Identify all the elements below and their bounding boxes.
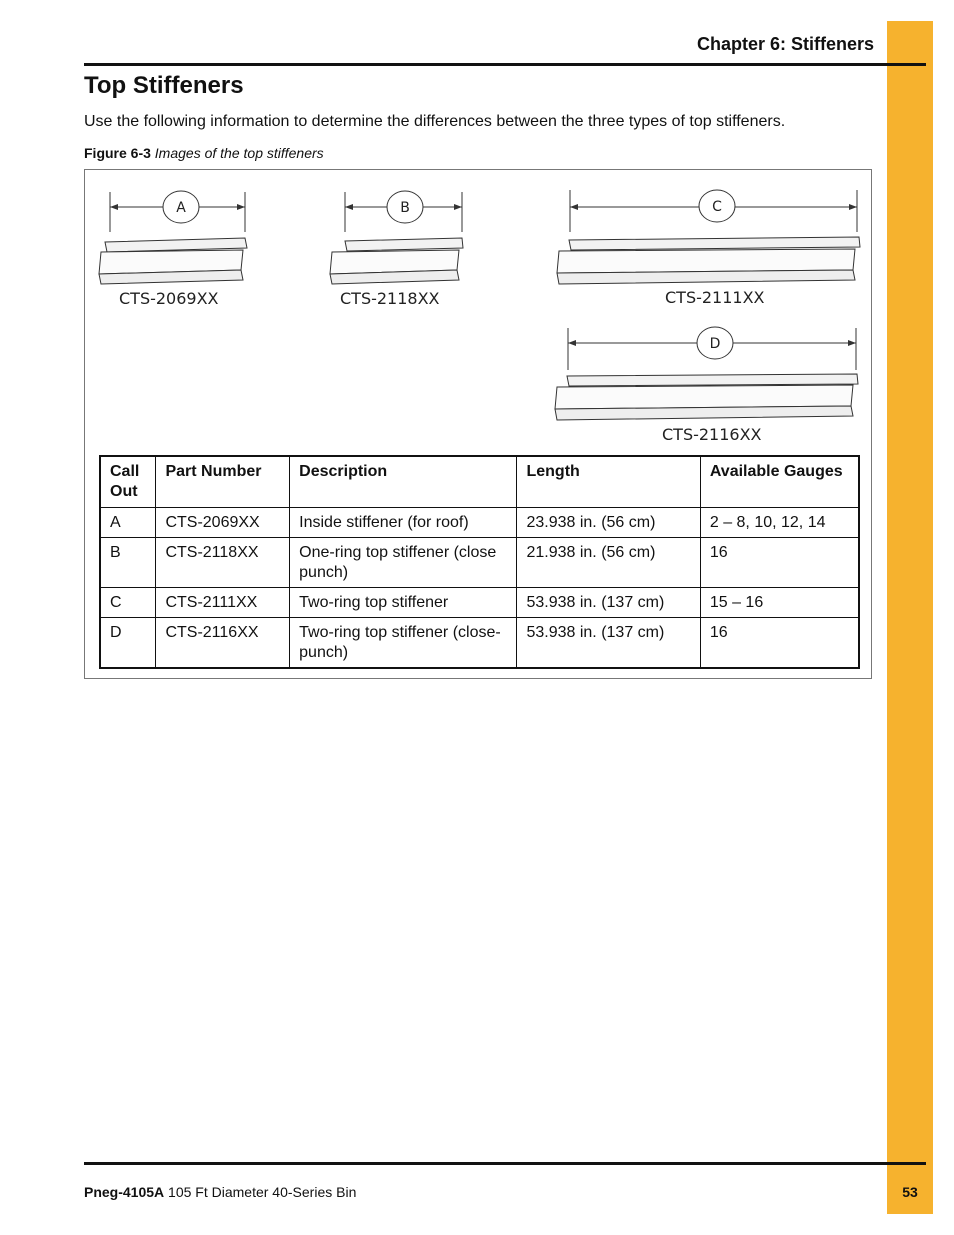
cell-callout: D: [100, 618, 156, 669]
callout-d: D: [709, 336, 721, 352]
part-label-a: CTS-2069XX: [119, 289, 219, 308]
cell-description: One-ring top stiffener (close punch): [290, 538, 517, 588]
table-header-row: [100, 456, 859, 508]
cell-length: 23.938 in. (56 cm): [517, 508, 700, 538]
cell-callout: C: [100, 588, 156, 618]
table-row: [100, 618, 859, 669]
cell-gauges: 16: [700, 618, 859, 669]
callout-b: B: [400, 200, 410, 216]
part-label-c: CTS-2111XX: [665, 288, 765, 307]
callout-c: C: [712, 199, 722, 215]
header-gauges: Available Gauges: [700, 456, 859, 508]
figure-label: Figure 6-3: [84, 145, 151, 161]
table-row: [100, 538, 859, 588]
header-callout: Call Out: [100, 456, 156, 508]
cell-gauges: 2 – 8, 10, 12, 14: [700, 508, 859, 538]
cell-length: 21.938 in. (56 cm): [517, 538, 700, 588]
footer-doc-title: 105 Ft Diameter 40-Series Bin: [168, 1184, 357, 1200]
section-title: Top Stiffeners: [84, 72, 244, 99]
figure-caption-text: Images of the top stiffeners: [154, 145, 324, 161]
cell-description: Inside stiffener (for roof): [290, 508, 517, 538]
cell-callout: B: [100, 538, 156, 588]
footer-rule: [84, 1162, 926, 1165]
cell-gauges: 16: [700, 538, 859, 588]
cell-gauges: 15 – 16: [700, 588, 859, 618]
footer-doc-info: [84, 1184, 356, 1200]
table-row: [100, 508, 859, 538]
cell-description: Two-ring top stiffener: [290, 588, 517, 618]
stiffener-drawing-b: [330, 191, 463, 308]
part-label-d: CTS-2116XX: [662, 425, 762, 444]
stiffener-drawings: [85, 170, 871, 450]
callout-a: A: [176, 200, 186, 216]
cell-length: 53.938 in. (137 cm): [517, 588, 700, 618]
footer-doc-id: Pneg-4105A: [84, 1184, 165, 1200]
stiffener-table: [99, 455, 860, 669]
cell-part-number: CTS-2116XX: [156, 618, 290, 669]
chapter-heading: Chapter 6: Stiffeners: [696, 34, 874, 54]
cell-length: 53.938 in. (137 cm): [517, 618, 700, 669]
intro-paragraph: Use the following information to determine the differences between the three types of top stiffeners.: [84, 113, 786, 130]
header-part-number: Part Number: [156, 456, 290, 508]
stiffener-drawing-a: [99, 191, 247, 308]
part-label-b: CTS-2118XX: [340, 289, 440, 308]
header-description: Description: [290, 456, 517, 508]
stiffener-drawing-d: [555, 327, 858, 444]
cell-callout: A: [100, 508, 156, 538]
chapter-side-tab: [887, 21, 933, 1214]
header-length: Length: [517, 456, 700, 508]
cell-description: Two-ring top stiffener (close-punch): [290, 618, 517, 669]
stiffener-drawing-c: [557, 190, 860, 307]
cell-part-number: CTS-2069XX: [156, 508, 290, 538]
table-row: [100, 588, 859, 618]
page-number: 53: [902, 1184, 918, 1200]
header-rule: [84, 63, 926, 66]
cell-part-number: CTS-2111XX: [156, 588, 290, 618]
cell-part-number: CTS-2118XX: [156, 538, 290, 588]
figure-box: [84, 169, 872, 679]
figure-caption: [84, 145, 324, 161]
